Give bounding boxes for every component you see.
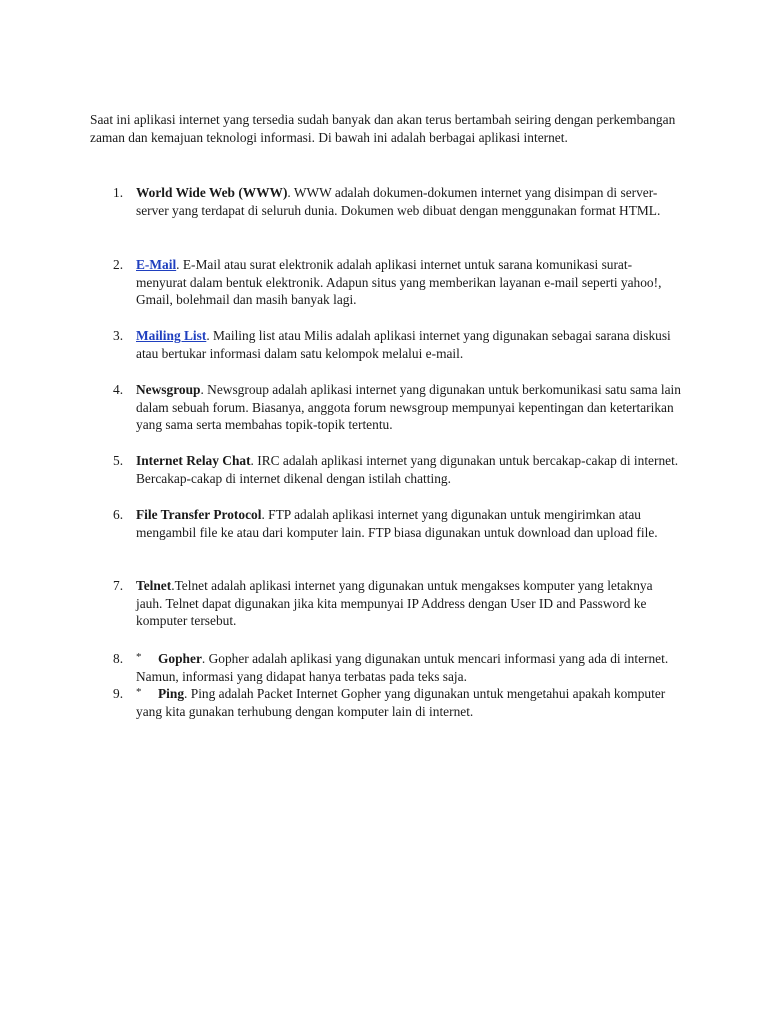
list-item-body (136, 650, 681, 685)
list-item-text: .Telnet adalah aplikasi internet yang digunakan untuk mengakses komputer yang letaknya jauh. Telnet dapat digunakan jika kita mempunyai IP Address dengan User ID and Password ke komputer tersebut. (136, 578, 653, 628)
list-number: 2. (113, 257, 124, 272)
list-item-term: World Wide Web (WWW) (136, 185, 288, 200)
list-item-body (136, 256, 681, 309)
asterisk-bullet-icon: * (136, 686, 142, 698)
list-item-body (136, 327, 681, 362)
list-item-text: . Ping adalah Packet Internet Gopher yang digunakan untuk mengetahui apakah komputer yang kita gunakan terhubung dengan komputer lain di internet. (136, 686, 666, 719)
list-item-term: File Transfer Protocol (136, 507, 262, 522)
list-number: 3. (113, 328, 124, 343)
list-item-body (136, 685, 681, 720)
list-item-text: . E-Mail atau surat elektronik adalah aplikasi internet untuk sarana komunikasi surat-menyurat dalam bentuk elektronik. Adapun situs yang memberikan layanan e-mail seperti yahoo!, Gmail, bolehmail dan masih banyak lagi. (136, 257, 662, 307)
list-item-term: Gopher (158, 651, 202, 666)
list-item-term: Telnet (136, 578, 172, 593)
list-number: 4. (113, 382, 124, 397)
asterisk-bullet-icon: * (136, 651, 142, 663)
list-item-body (136, 577, 681, 630)
list-item-term: Internet Relay Chat (136, 453, 251, 468)
mailing-list-link[interactable]: Mailing List (136, 328, 207, 343)
list-number: 9. (113, 686, 124, 701)
list-item-text: . IRC adalah aplikasi internet yang digunakan untuk bercakap-cakap di internet. Bercakap-cakap di internet dikenal dengan istilah chatting. (136, 453, 679, 486)
list-number: 7. (113, 578, 124, 593)
list-number: 6. (113, 507, 124, 522)
list-item-text: . FTP adalah aplikasi internet yang digunakan untuk mengirimkan atau mengambil file ke atau dari komputer lain. FTP biasa digunakan untuk download dan upload file. (136, 507, 658, 540)
list-number: 8. (113, 651, 124, 666)
list-item-body (136, 452, 681, 487)
list-item-body (136, 506, 681, 541)
list-item-text: . Gopher adalah aplikasi yang digunakan untuk mencari informasi yang ada di internet. Namun, informasi yang didapat hanya terbatas pada teks saja. (136, 651, 669, 684)
email-link[interactable]: E-Mail (136, 257, 177, 272)
intro-paragraph: Saat ini aplikasi internet yang tersedia sudah banyak dan akan terus bertambah seiring dengan perkembangan zaman dan kemajuan teknologi informasi. Di bawah ini adalah berbagai aplikasi internet. (90, 112, 676, 145)
list-item-text: . WWW adalah dokumen-dokumen internet yang disimpan di server-server yang terdapat di seluruh dunia. Dokumen web dibuat dengan menggunakan format HTML. (136, 185, 661, 218)
list-item-body (136, 381, 681, 434)
list-item-text: . Newsgroup adalah aplikasi internet yang digunakan untuk berkomunikasi satu sama lain dalam sebuah forum. Biasanya, anggota forum newsgroup mempunyai kepentingan dan ketertarikan yang sama serta membahas topik-topik tertentu. (136, 382, 681, 432)
list-item-term: Ping (158, 686, 185, 701)
list-number: 5. (113, 453, 124, 468)
list-item-term: Newsgroup (136, 382, 201, 397)
list-item-body (136, 184, 681, 219)
list-number: 1. (113, 185, 124, 200)
list-item-text: . Mailing list atau Milis adalah aplikasi internet yang digunakan sebagai sarana diskusi atau bertukar informasi dalam satu kelompok melalui e-mail. (136, 328, 671, 361)
